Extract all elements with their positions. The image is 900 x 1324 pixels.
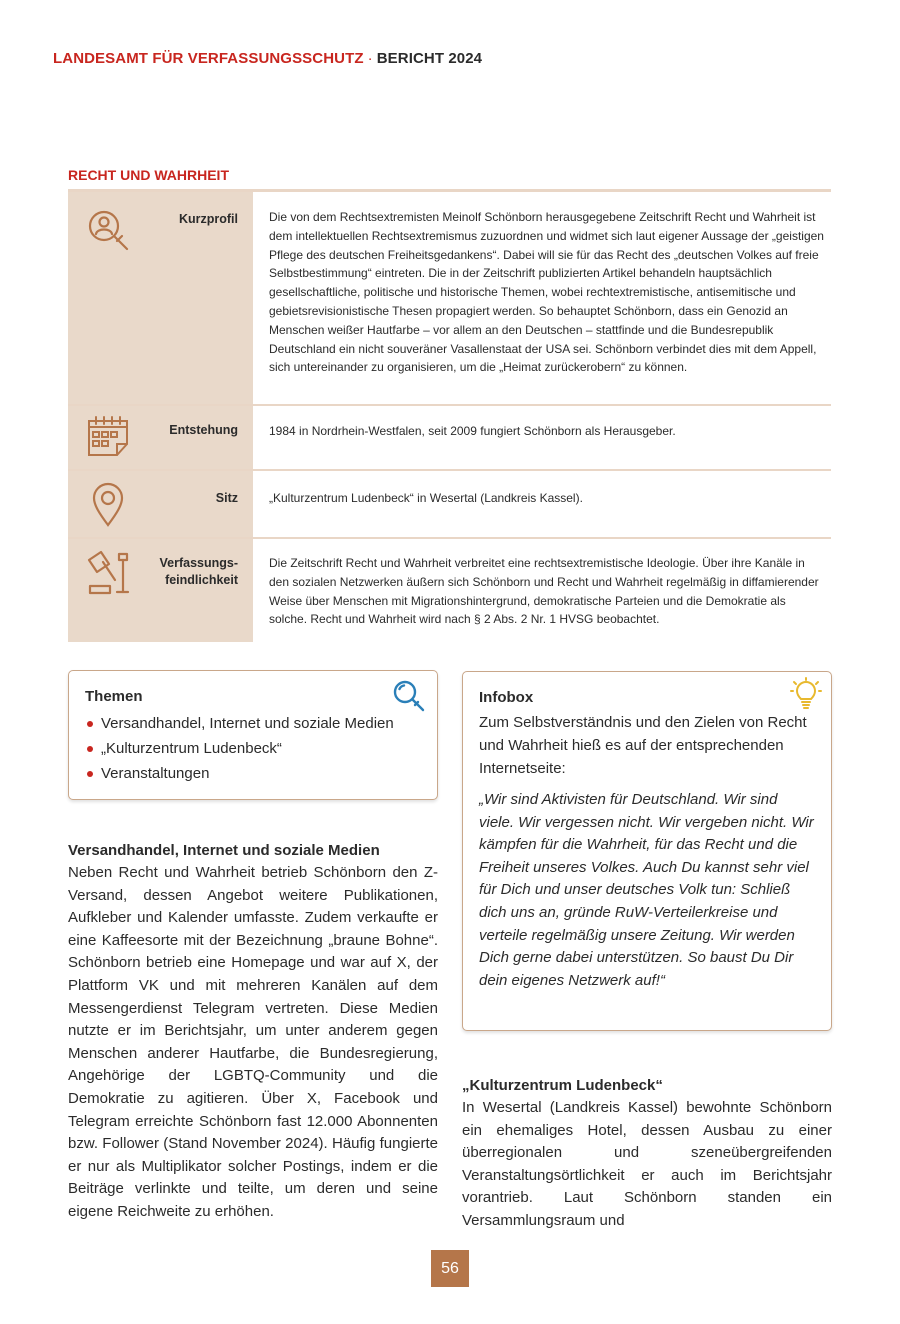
profile-table — [68, 189, 831, 642]
header-report: BERICHT 2024 — [376, 50, 483, 67]
profile-row-sitz — [68, 471, 831, 539]
row-label-entstehung: Entstehung — [169, 423, 238, 437]
infobox-title: Infobox — [479, 689, 534, 706]
person-search-icon — [84, 206, 132, 254]
article-body: In Wesertal (Landkreis Kassel) bewohnte Schönborn ein ehemaliges Hotel, dessen Ausbau zu einer überregionalen und szeneübergreifenden Veranstaltungsörtlichkeit er auch im Berichtsjahr vorantrieb. Laut Schönborn standen ein Versammlungsraum und — [462, 1099, 832, 1229]
row-label-kurzprofil: Kurzprofil — [178, 212, 238, 226]
running-header — [53, 50, 482, 67]
article-heading: Versandhandel, Internet und soziale Medien — [68, 842, 380, 859]
row-label-sitz: Sitz — [215, 491, 238, 505]
themen-box — [68, 670, 438, 800]
page-number: 56 — [431, 1250, 469, 1287]
themen-list — [85, 711, 421, 786]
lightbulb-icon — [790, 677, 822, 711]
profile-row-kurzprofil — [68, 192, 831, 406]
row-text-entstehung: 1984 in Nordrhein-Westfalen, seit 2009 fungiert Schönborn als Herausgeber. — [269, 424, 676, 438]
list-item: Veranstaltungen — [85, 761, 421, 786]
profile-row-entstehung — [68, 406, 831, 471]
row-text-kurzprofil: Die von dem Rechtsextremisten Meinolf Schönborn herausgegebene Zeitschrift Recht und Wahrheit ist dem intellektuellen Rechtsextremismus zuzuordnen und widmet sich laut eigener Aussage der „geistigen Pflege des deutschen Freiheitsgedankens“. Dabei will sie für das Recht des „deutschen Volkes auf freie Selbstbestimmung“ eintreten. Die in der Zeitschrift publizierten Artikel behandeln hauptsächlich gesellschaftliche, politische und historische Themen, wobei rechtextremistische, antisemitische und gebietsrevisionistische Thesen propagiert werden. So behauptet Schönborn, dass ein Genozid an Menschen weißer Hautfarbe – vor allem an den Deutschen – stattfinde und die Bundesrepublik Deutschland ein nicht souveräner Vasallenstaat der USA sei. Schönborn verbindet dies mit dem Appell, sich untereinander zu organisieren, um die „Heimat zurückerobern“ zu können. — [269, 210, 824, 375]
profile-row-verfassungsfeindlichkeit — [68, 539, 831, 642]
location-pin-icon — [84, 480, 132, 528]
infobox-intro: Zum Selbstverständnis und den Zielen von Recht und Wahrheit hieß es auf der entsprechenden Internetseite: — [479, 714, 807, 777]
gavel-icon — [84, 548, 132, 596]
list-item: Versandhandel, Internet und soziale Medien — [85, 711, 421, 736]
header-separator: · — [367, 50, 373, 67]
row-label-verfassungsfeindlichkeit: Verfassungs- feindlichkeit — [159, 556, 238, 587]
article-heading: „Kulturzentrum Ludenbeck“ — [462, 1077, 663, 1094]
section-title: RECHT UND WAHRHEIT — [68, 167, 229, 183]
magnifier-icon — [391, 678, 427, 714]
infobox-quote: „Wir sind Aktivisten für Deutschland. Wir sind viele. Wir vergessen nicht. Wir vergeben nicht. Wir kämpfen für die Wahrheit, für das Recht und die Freiheit unseres Volkes. Auch Du kannst sehr viel für Dich und unser deutsches Volk tun: Schließ dich uns an, gründe RuW-Verteilerkreise und verteile regelmäßig unsere Zeitung. Wir werden Dich gerne dabei unterstützen. So baust Du Dir dein eigenes Netzwerk auf!“ — [479, 791, 814, 989]
article-kulturzentrum — [462, 1075, 832, 1233]
row-text-sitz: „Kulturzentrum Ludenbeck“ in Wesertal (Landkreis Kassel). — [269, 491, 583, 505]
row-text-verfassungsfeindlichkeit: Die Zeitschrift Recht und Wahrheit verbreitet eine rechtsextremistische Ideologie. Über ihre Kanäle in den sozialen Netzwerken äußern sich Schönborn und Recht und Wahrheit regelmäßig in diffamierender Weise über Menschen mit Migrationshintergrund, demokratische Parteien und die Demokratie als solche. Recht und Wahrheit wird nach § 2 Abs. 2 Nr. 1 HVSG beobachtet. — [269, 556, 819, 627]
infobox — [462, 671, 832, 1031]
calendar-icon — [84, 412, 132, 460]
header-org: LANDESAMT FÜR VERFASSUNGSSCHUTZ — [53, 50, 364, 67]
article-versandhandel — [68, 840, 438, 1224]
themen-title: Themen — [85, 688, 143, 705]
list-item: „Kulturzentrum Ludenbeck“ — [85, 736, 421, 761]
article-body: Neben Recht und Wahrheit betrieb Schönborn den Z-Versand, dessen Angebot weitere Publikationen, Aufkleber und Kalender umfasste. Zudem verkaufte er eine Kaffeesorte mit der Bezeichnung „braune Bohne“. Schönborn betrieb eine Homepage und war auf X, der Plattform VK und mit mehreren Kanälen auf dem Messengerdienst Telegram vertreten. Diese Medien nutzte er im Berichtsjahr, um unter anderem gegen Menschen anderer Hautfarbe, die Bundesregierung, Angehörige der LGBTQ-Community und die Demokratie zu agitieren. Über X, Facebook und Telegram erreichte Schönborn fast 12.000 Abonnenten bzw. Follower (Stand November 2024). Häufig fungierte er nur als Multiplikator solcher Postings, indem er die Beiträge verlinkte und teilte, um deren und seine eigene Reichweite zu erhöhen. — [68, 864, 438, 1220]
